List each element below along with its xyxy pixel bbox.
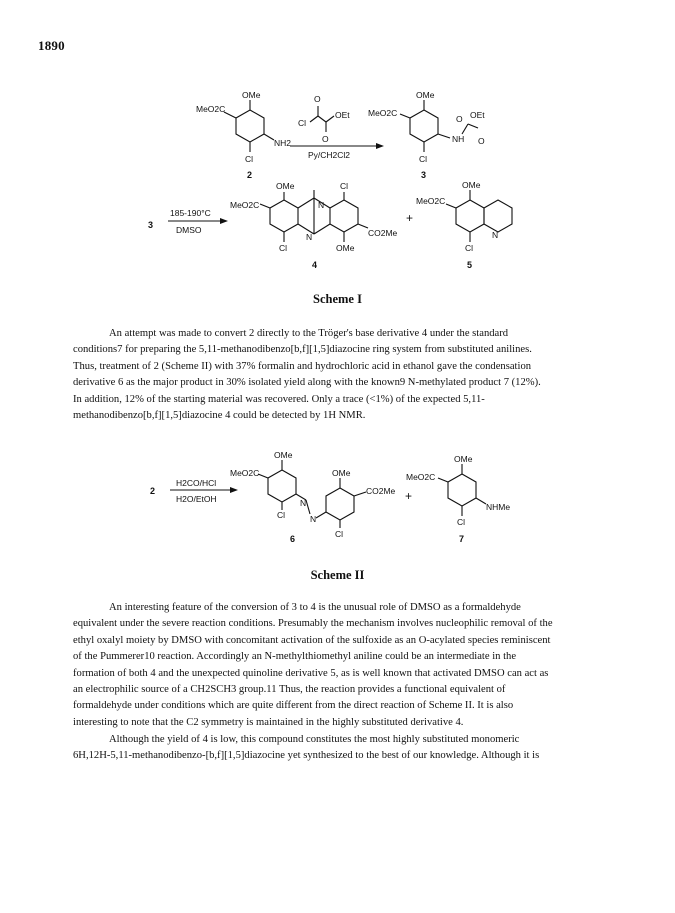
paragraph-1-line: derivative 6 as the major product in 30% isolated yield along with the known9 N-methylated product 7 (12%).	[73, 377, 541, 389]
paragraph-2	[73, 600, 621, 731]
svg-text:O: O	[314, 94, 321, 104]
compound-5	[416, 180, 512, 270]
compound-3-ome: OMe	[416, 90, 435, 100]
paragraph-2-line: interesting to note that the C2 symmetry is maintained in the highly substituted derivative 4.	[73, 716, 464, 728]
reagent-oet: OEt	[335, 110, 350, 120]
compound-7-cl: Cl	[457, 517, 466, 527]
compound-7-nhme: NHMe	[486, 502, 511, 512]
compound-4	[230, 181, 398, 270]
compound-4-ester: MeO2C	[230, 200, 260, 210]
compound-5-ester: MeO2C	[416, 196, 446, 206]
reaction-2	[148, 208, 228, 235]
compound-6-number: 6	[290, 534, 296, 544]
compound-6-ome-1: OMe	[274, 450, 293, 460]
compound-3-oet: OEt	[470, 110, 485, 120]
compound-2-cl: Cl	[245, 154, 254, 164]
page-number: 1890	[38, 38, 65, 53]
compound-6-ome-2: OMe	[332, 468, 351, 478]
compound-5-number: 5	[467, 260, 473, 270]
compound-6-co2me: CO2Me	[366, 486, 396, 496]
svg-text:O: O	[322, 134, 329, 144]
paragraph-2-line: formation of both 4 and the unexpected quinoline derivative 5, as is well known that activated DMSO can act as	[73, 667, 549, 679]
scheme-2-plus: +	[405, 489, 413, 503]
paragraph-3	[73, 732, 621, 765]
compound-7-ester: MeO2C	[406, 472, 436, 482]
scheme-2-reagent-bottom: H2O/EtOH	[176, 494, 217, 504]
compound-2-ome: OMe	[242, 90, 261, 100]
compound-5-n: N	[492, 230, 499, 240]
compound-3	[368, 90, 485, 180]
scheme-2-drawing	[0, 446, 675, 556]
paragraph-1-line: methanodibenzo[b,f][1,5]diazocine 4 could be detected by 1H NMR.	[73, 410, 366, 422]
scheme-2-reagent-top: H2CO/HCl	[176, 478, 217, 488]
scheme-1-drawing	[0, 88, 675, 288]
compound-7	[406, 454, 510, 544]
compound-3-o1: O	[456, 114, 463, 124]
paragraph-1-line: Thus, treatment of 2 (Scheme II) with 37% formalin and hydrochloric acid in ethanol gave the condensation	[73, 360, 532, 372]
paragraph-3-line: Although the yield of 4 is low, this compound constitutes the most highly substituted monomeric	[109, 734, 520, 745]
scheme-2-start: 2	[150, 486, 156, 496]
paragraph-2-line: an electrophilic source of a CH2SCH3 group.11 Thus, the reaction provides a functional equivalent of	[73, 684, 506, 696]
scheme-1-plus: +	[406, 211, 414, 225]
compound-3-o2: O	[478, 136, 485, 146]
compound-6	[230, 450, 396, 544]
compound-2-number: 2	[247, 170, 253, 180]
compound-5-ome: OMe	[462, 180, 481, 190]
step2-solvent: DMSO	[176, 225, 202, 235]
scheme-2	[0, 446, 675, 556]
step2-start: 3	[148, 220, 154, 230]
compound-4-ome-bot: OMe	[336, 243, 355, 253]
paragraph-2-line: An interesting feature of the conversion of 3 to 4 is the unusual role of DMSO as a formaldehyde	[109, 602, 521, 613]
paragraph-2-line: of the Pummerer10 reaction. Accordingly an N-methylthiomethyl aniline could be an intermediate in the	[73, 651, 517, 663]
paragraph-1-line: In addition, 12% of the starting material was recovered. Only a trace (<1%) of the expected 5,11-	[73, 393, 485, 405]
compound-2-ester: MeO2C	[196, 104, 226, 114]
compound-3-number: 3	[421, 170, 427, 180]
paragraph-2-line: equivalent under the severe reaction conditions. Presumably the mechanism involves nucleophilic removal of the	[73, 618, 553, 630]
compound-6-cl-2: Cl	[335, 529, 344, 539]
compound-6-cl-1: Cl	[277, 510, 286, 520]
paragraph-2-line: ethyl oxalyl moiety by DMSO with concomitant activation of the sulfoxide as an O-acylated species reminiscent	[73, 634, 551, 646]
compound-3-nh: NH	[452, 134, 465, 144]
compound-6-ester: MeO2C	[230, 468, 260, 478]
compound-3-cl: Cl	[419, 154, 428, 164]
paragraph-1-line: conditions7 for preparing the 5,11-methanodibenzo[b,f][1,5]diazocine ring system from substituted anilines.	[73, 344, 532, 356]
compound-7-number: 7	[459, 534, 465, 544]
compound-4-ome-top: OMe	[276, 181, 295, 191]
compound-3-ester: MeO2C	[368, 108, 398, 118]
compound-4-cl-top: Cl	[340, 181, 349, 191]
reagent-conditions: Py/CH2Cl2	[308, 150, 351, 160]
compound-7-ome: OMe	[454, 454, 473, 464]
compound-6-n-1: N	[300, 498, 307, 508]
compound-4-n-bot: N	[306, 232, 313, 242]
reaction-1	[290, 94, 384, 160]
compound-6-n-2: N	[310, 514, 317, 524]
paragraph-1	[73, 326, 621, 424]
compound-4-co2me: CO2Me	[368, 228, 398, 238]
reagent-cl: Cl	[298, 118, 307, 128]
compound-4-n-top: N	[318, 200, 325, 210]
compound-2-amine: NH2	[274, 138, 292, 148]
scheme-1-caption: Scheme I	[313, 292, 362, 306]
paragraph-3-line: 6H,12H-5,11-methanodibenzo-[b,f][1,5]diazocine yet synthesized to the best of our knowledge. Although it is	[73, 750, 540, 762]
paragraph-1-line: An attempt was made to convert 2 directly to the Tröger's base derivative 4 under the standard	[109, 328, 509, 339]
compound-2	[196, 90, 291, 180]
scheme-2-caption: Scheme II	[310, 568, 365, 582]
compound-4-cl-bot: Cl	[279, 243, 288, 253]
paragraph-2-line: formaldehyde under conditions which are quite different from the direct reaction of Scheme II. It is also	[73, 700, 514, 712]
step2-temp: 185-190°C	[170, 208, 211, 218]
scheme-1	[0, 88, 675, 288]
compound-5-cl: Cl	[465, 243, 474, 253]
compound-4-number: 4	[312, 260, 318, 270]
